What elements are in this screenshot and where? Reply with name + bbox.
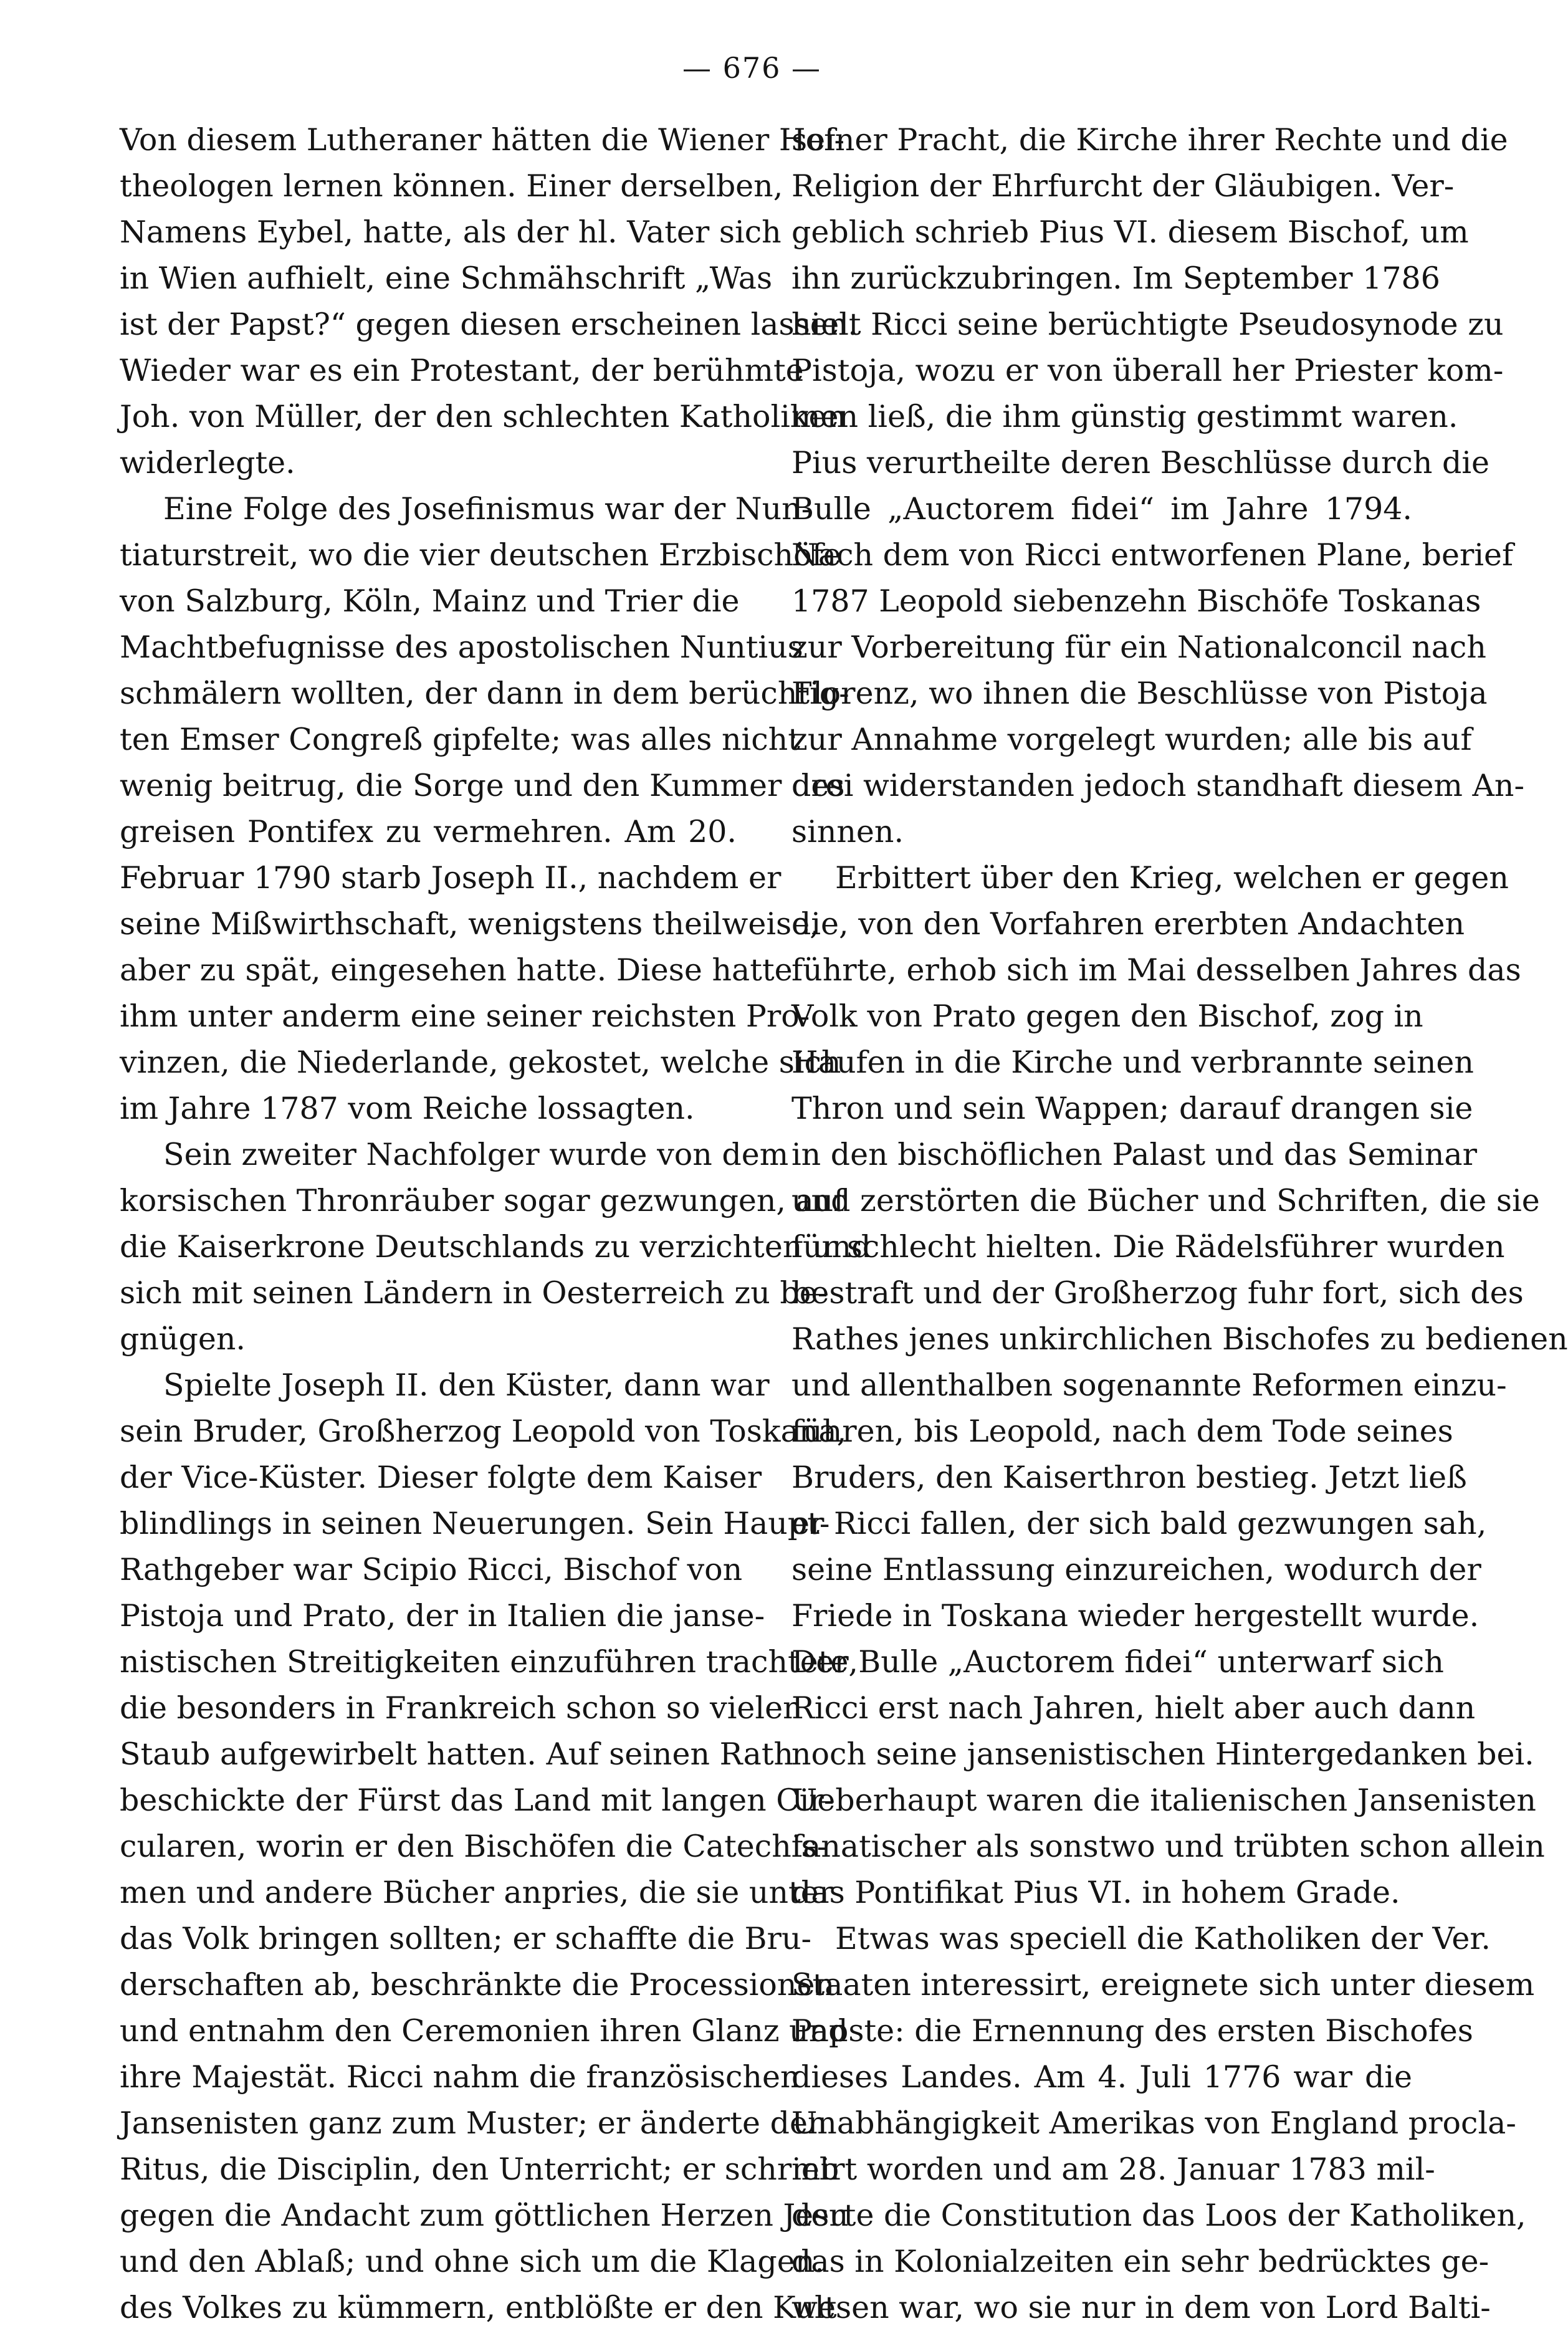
text-line: Nach dem von Ricci entworfenen Plane, berief — [791, 537, 1514, 573]
text-line: das in Kolonialzeiten ein sehr bedrücktes ge- — [791, 2244, 1489, 2279]
text-line: Von diesem Lutheraner hätten die Wiener Hof- — [120, 122, 845, 158]
text-line: Thron und sein Wappen; darauf drangen sie — [791, 1091, 1473, 1126]
text-line: Staaten interessirt, ereignete sich unter diesem — [791, 1967, 1535, 2003]
text-line: zur Vorbereitung für ein Nationalconcil nach — [791, 629, 1486, 665]
text-line: Erbittert über den Krieg, welchen er gegen — [835, 860, 1509, 896]
text-line: seine Mißwirthschaft, wenigstens theilweise, — [120, 906, 820, 942]
text-line: Etwas was speciell die Katholiken der Ver. — [835, 1921, 1491, 1956]
text-line: wesen war, wo sie nur in dem von Lord Balti- — [791, 2290, 1491, 2325]
text-line: mirt worden und am 28. Januar 1783 mil- — [791, 2152, 1435, 2187]
text-line: schmälern wollten, der dann in dem berüchtig- — [120, 676, 849, 711]
text-line: seine Entlassung einzureichen, wodurch der — [791, 1552, 1481, 1587]
text-line: wenig beitrug, die Sorge und den Kummer des — [120, 768, 845, 803]
text-line: beschickte der Fürst das Land mit langen Cir- — [120, 1783, 834, 1818]
text-line: führen, bis Leopold, nach dem Tode seines — [791, 1414, 1453, 1449]
text-line: er Ricci fallen, der sich bald gezwungen sah, — [791, 1506, 1487, 1541]
text-line: Eine Folge des Josefinismus war der Nun- — [163, 491, 812, 527]
text-line: ist der Papst?“ gegen diesen erscheinen lassen. — [120, 307, 858, 342]
text-line: noch seine jansenistischen Hintergedanken bei. — [791, 1736, 1534, 1772]
text-line: Wieder war es ein Protestant, der berühmte — [120, 353, 804, 388]
text-line: Februar 1790 starb Joseph II., nachdem er — [120, 860, 782, 896]
text-line: gnügen. — [120, 1321, 246, 1357]
text-line: und entnahm den Ceremonien ihren Glanz und — [120, 2013, 848, 2049]
text-line: Religion der Ehrfurcht der Gläubigen. Ver- — [791, 168, 1455, 204]
text-line: Haufen in die Kirche und verbrannte seinen — [791, 1045, 1474, 1080]
text-line: Ritus, die Disciplin, den Unterricht; er schrieb — [120, 2152, 839, 2187]
text-line: tiaturstreit, wo die vier deutschen Erzbischöfe — [120, 537, 841, 573]
text-line: Bulle „Auctorem fidei“ im Jahre 1794. — [791, 491, 1412, 527]
text-line: Spielte Joseph II. den Küster, dann war — [163, 1367, 770, 1403]
text-line: derte die Constitution das Loos der Katholiken, — [791, 2198, 1526, 2233]
text-line: von Salzburg, Köln, Mainz und Trier die — [120, 583, 740, 619]
text-line: men ließ, die ihm günstig gestimmt waren. — [791, 399, 1458, 434]
text-line: geblich schrieb Pius VI. diesem Bischof, um — [791, 214, 1469, 250]
text-line: bestraft und der Großherzog fuhr fort, sich des — [791, 1275, 1524, 1311]
text-line: fanatischer als sonstwo und trübten schon allein — [791, 1829, 1545, 1864]
text-line: 1787 Leopold siebenzehn Bischöfe Toskanas — [791, 583, 1481, 619]
text-line: die, von den Vorfahren ererbten Andachten — [791, 906, 1465, 942]
text-line: für schlecht hielten. Die Rädelsführer wurden — [791, 1229, 1505, 1265]
text-line: ihm unter anderm eine seiner reichsten Pro- — [120, 998, 810, 1034]
text-line: ten Emser Congreß gipfelte; was alles nicht — [120, 722, 800, 757]
text-line: Pistoja und Prato, der in Italien die janse- — [120, 1598, 765, 1634]
text-line: gegen die Andacht zum göttlichen Herzen Jesu — [120, 2198, 849, 2233]
text-line: Sein zweiter Nachfolger wurde von dem — [163, 1137, 789, 1172]
text-line: Florenz, wo ihnen die Beschlüsse von Pistoja — [791, 676, 1488, 711]
text-line: sein Bruder, Großherzog Leopold von Toskana, — [120, 1414, 847, 1449]
text-line: ihre Majestät. Ricci nahm die französischen — [120, 2059, 800, 2095]
text-line: Unabhängigkeit Amerikas von England procla- — [791, 2105, 1516, 2141]
text-line: Der Bulle „Auctorem fidei“ unterwarf sich — [791, 1644, 1444, 1680]
text-line: theologen lernen können. Einer derselben, — [120, 168, 783, 204]
text-line: blindlings in seinen Neuerungen. Sein Haupt- — [120, 1506, 830, 1541]
text-line: die Kaiserkrone Deutschlands zu verzichten und — [120, 1229, 871, 1265]
text-line: Machtbefugnisse des apostolischen Nuntius — [120, 629, 803, 665]
text-line: sinnen. — [791, 814, 904, 850]
text-line: Jansenisten ganz zum Muster; er änderte den — [120, 2105, 828, 2141]
right-text-column — [791, 117, 1568, 2331]
text-line: und zerstörten die Bücher und Schriften, die sie — [791, 1183, 1540, 1218]
text-line: Papste: die Ernennung des ersten Bischofes — [791, 2013, 1473, 2049]
text-line: im Jahre 1787 vom Reiche lossagten. — [120, 1091, 695, 1126]
text-line: und den Ablaß; und ohne sich um die Klagen. — [120, 2244, 825, 2279]
text-line: Rathgeber war Scipio Ricci, Bischof von — [120, 1552, 743, 1587]
text-line: sich mit seinen Ländern in Oesterreich zu be- — [120, 1275, 828, 1311]
text-line: die besonders in Frankreich schon so vielen — [120, 1690, 803, 1726]
text-line: greisen Pontifex zu vermehren. Am 20. — [120, 814, 737, 850]
text-line: führte, erhob sich im Mai desselben Jahres das — [791, 952, 1521, 988]
text-line: Volk von Prato gegen den Bischof, zog in — [791, 998, 1423, 1034]
text-line: der Vice-Küster. Dieser folgte dem Kaiser — [120, 1460, 762, 1495]
text-line: aber zu spät, eingesehen hatte. Diese hatte — [120, 952, 793, 988]
text-line: men und andere Bücher anpries, die sie unter — [120, 1875, 834, 1910]
text-line: Staub aufgewirbelt hatten. Auf seinen Rath — [120, 1736, 794, 1772]
text-line: derschaften ab, beschränkte die Processionen — [120, 1967, 835, 2003]
text-line: cularen, worin er den Bischöfen die Catechis- — [120, 1829, 828, 1864]
text-line: Ricci erst nach Jahren, hielt aber auch dann — [791, 1690, 1476, 1726]
text-line: ihn zurückzubringen. Im September 1786 — [791, 261, 1440, 296]
text-line: das Volk bringen sollten; er schaffte die Bru- — [120, 1921, 812, 1956]
text-line: und allenthalben sogenannte Reformen einzu- — [791, 1367, 1507, 1403]
text-line: Joh. von Müller, der den schlechten Katholiken — [120, 399, 847, 434]
text-line: Bruders, den Kaiserthron bestieg. Jetzt ließ — [791, 1460, 1467, 1495]
text-line: hielt Ricci seine berüchtigte Pseudosynode zu — [791, 307, 1504, 342]
text-line: drei widerstanden jedoch standhaft diesem An- — [791, 768, 1525, 803]
text-line: Friede in Toskana wieder hergestellt wurde. — [791, 1598, 1480, 1634]
page-number: — 676 — — [682, 51, 822, 85]
text-line: dieses Landes. Am 4. Juli 1776 war die — [791, 2059, 1412, 2095]
text-line: Pius verurtheilte deren Beschlüsse durch die — [791, 445, 1489, 481]
text-line: widerlegte. — [120, 445, 295, 481]
text-line: Pistoja, wozu er von überall her Priester kom- — [791, 353, 1504, 388]
text-line: vinzen, die Niederlande, gekostet, welche sich — [120, 1045, 841, 1080]
text-line: nistischen Streitigkeiten einzuführen trachtete, — [120, 1644, 858, 1680]
text-line: Ueberhaupt waren die italienischen Jansenisten — [791, 1783, 1536, 1818]
text-line: zur Annahme vorgelegt wurden; alle bis auf — [791, 722, 1472, 757]
text-line: seiner Pracht, die Kirche ihrer Rechte und die — [791, 122, 1508, 158]
text-line: in Wien aufhielt, eine Schmähschrift „Was — [120, 261, 773, 296]
text-line: das Pontifikat Pius VI. in hohem Grade. — [791, 1875, 1400, 1910]
text-line: in den bischöflichen Palast und das Seminar — [791, 1137, 1478, 1172]
text-line: Rathes jenes unkirchlichen Bischofes zu bedienen — [791, 1321, 1568, 1357]
text-line: des Volkes zu kümmern, entblößte er den Kult — [120, 2290, 837, 2325]
text-line: Namens Eybel, hatte, als der hl. Vater sich — [120, 214, 782, 250]
text-line: korsischen Thronräuber sogar gezwungen, auf — [120, 1183, 845, 1218]
